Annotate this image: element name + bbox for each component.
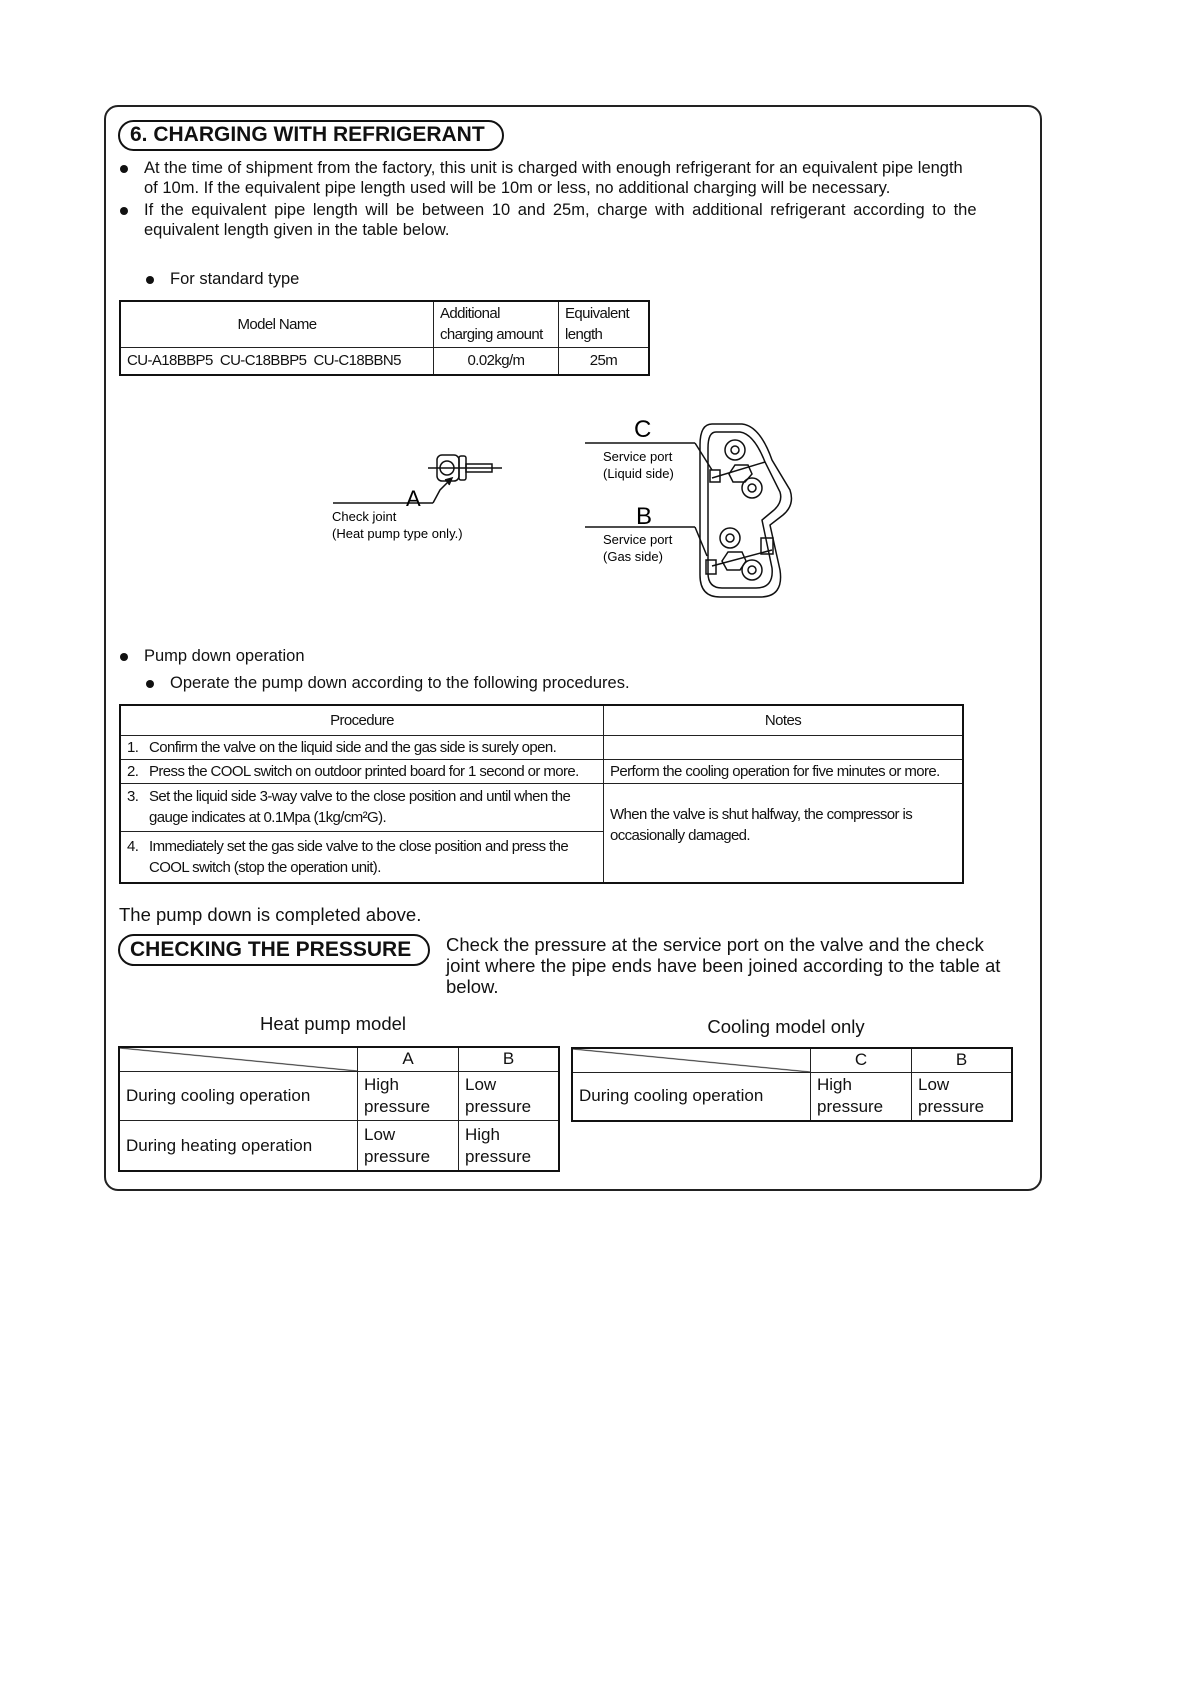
text-line: joint where the pipe ends have been joined according to the table at bbox=[446, 955, 1001, 976]
step-1 bbox=[120, 735, 604, 759]
cell-line: pressure bbox=[465, 1096, 532, 1116]
bullet-icon bbox=[120, 653, 128, 661]
step-text: Press the COOL switch on outdoor printed board for 1 second or more. bbox=[149, 762, 579, 780]
cell-line: pressure bbox=[364, 1146, 431, 1166]
checking-pressure-text bbox=[446, 934, 1000, 997]
bullet-icon bbox=[146, 680, 154, 688]
header-line: Equivalent bbox=[565, 305, 630, 323]
header-procedure: Procedure bbox=[120, 705, 604, 735]
text-line: At the time of shipment from the factory, this unit is charged with enough refrigerant for an equivalent pipe length bbox=[144, 159, 963, 177]
table-row bbox=[120, 759, 963, 783]
cell bbox=[459, 1071, 560, 1121]
cell bbox=[811, 1072, 912, 1121]
gas-side-label: (Gas side) bbox=[603, 549, 663, 564]
section-title: 6. CHARGING WITH REFRIGERANT bbox=[118, 120, 504, 151]
text-line: below. bbox=[446, 976, 499, 997]
cell-line: pressure bbox=[817, 1097, 884, 1117]
cell bbox=[459, 1121, 560, 1171]
table-row bbox=[119, 1121, 559, 1171]
cell-equivalent-length: 25m bbox=[559, 347, 650, 375]
cell-line: pressure bbox=[465, 1146, 532, 1166]
diagonal-header-cell bbox=[119, 1047, 358, 1071]
table-row bbox=[119, 1071, 559, 1121]
header-model-name: Model Name bbox=[120, 301, 434, 347]
step-text: gauge indicates at 0.1Mpa (1kg/cm²G). bbox=[149, 809, 387, 826]
step-number: 1. bbox=[127, 738, 139, 756]
row-label: During heating operation bbox=[119, 1121, 358, 1171]
cell-line: pressure bbox=[918, 1097, 985, 1117]
step-2 bbox=[120, 759, 604, 783]
step-number: 3. bbox=[127, 788, 139, 805]
text-line: of 10m. If the equivalent pipe length used will be 10m or less, no additional charging will be necessary. bbox=[144, 179, 891, 197]
text-line: equivalent length given in the table below. bbox=[144, 221, 450, 239]
step-3 bbox=[120, 783, 604, 831]
pump-down-title: Pump down operation bbox=[144, 647, 305, 665]
step-text: COOL switch (stop the operation unit). bbox=[149, 858, 381, 876]
cell bbox=[358, 1121, 459, 1171]
check-joint-label: Check joint bbox=[332, 509, 397, 524]
service-port-liquid-label: Service port bbox=[603, 449, 673, 464]
text-line: If the equivalent pipe length will be between 10 and 25m, charge with additional refrigerant according to the bbox=[144, 201, 977, 219]
header-notes: Notes bbox=[604, 705, 964, 735]
label-b: B bbox=[636, 503, 653, 530]
standard-type-label: For standard type bbox=[170, 270, 300, 288]
header-line: charging amount bbox=[440, 326, 543, 344]
row-label: During cooling operation bbox=[119, 1071, 358, 1121]
label-c: C bbox=[634, 416, 652, 443]
note-cooling: Perform the cooling operation for five minutes or more. bbox=[604, 759, 964, 783]
cell-line: High bbox=[465, 1124, 500, 1144]
cooling-only-table bbox=[571, 1047, 1013, 1122]
heat-pump-title: Heat pump model bbox=[259, 1013, 407, 1034]
cell-line: Low bbox=[364, 1124, 396, 1144]
text-line: Check the pressure at the service port on the valve and the check bbox=[446, 934, 984, 955]
pump-down-table bbox=[119, 704, 964, 884]
cell-charging-amount: 0.02kg/m bbox=[434, 347, 559, 375]
step-text: Set the liquid side 3-way valve to the close position and until when the bbox=[149, 788, 571, 805]
col-a: A bbox=[358, 1047, 459, 1071]
cell bbox=[912, 1072, 1013, 1121]
step-number: 2. bbox=[127, 762, 139, 780]
service-port-gas-label: Service port bbox=[603, 532, 673, 547]
check-joint-note: (Heat pump type only.) bbox=[332, 526, 463, 541]
step-4 bbox=[120, 831, 604, 883]
cell-line: High bbox=[364, 1074, 399, 1094]
pump-down-subtitle: Operate the pump down according to the following procedures. bbox=[170, 674, 630, 692]
cell-line: Low bbox=[465, 1074, 497, 1094]
cell-line: High bbox=[817, 1075, 852, 1095]
valve-diagram bbox=[0, 0, 1190, 700]
liquid-side-label: (Liquid side) bbox=[603, 466, 674, 481]
cell-line: pressure bbox=[364, 1096, 431, 1116]
step-text: Immediately set the gas side valve to the close position and press the bbox=[149, 837, 569, 855]
col-b: B bbox=[459, 1047, 560, 1071]
note-valve-warning bbox=[604, 783, 964, 883]
checking-pressure-title: CHECKING THE PRESSURE bbox=[118, 934, 430, 966]
table-row bbox=[120, 735, 963, 759]
pump-down-completed: The pump down is completed above. bbox=[119, 904, 422, 925]
cell-model-names: CU-A18BBP5 CU-C18BBP5 CU-C18BBN5 bbox=[120, 347, 434, 375]
heat-pump-table bbox=[118, 1046, 560, 1172]
cell-line: Low bbox=[918, 1075, 950, 1095]
header-line: Additional bbox=[440, 305, 500, 323]
diagonal-header-cell bbox=[572, 1048, 811, 1072]
step-text: Confirm the valve on the liquid side and the gas side is surely open. bbox=[149, 738, 557, 756]
note-line: When the valve is shut halfway, the compressor is bbox=[610, 805, 913, 823]
note-empty bbox=[604, 735, 964, 759]
label-a: A bbox=[406, 486, 421, 511]
col-b: B bbox=[912, 1048, 1013, 1072]
cell bbox=[358, 1071, 459, 1121]
row-label: During cooling operation bbox=[572, 1072, 811, 1121]
step-number: 4. bbox=[127, 837, 139, 855]
table-row bbox=[572, 1072, 1012, 1121]
header-line: length bbox=[565, 326, 603, 344]
col-c: C bbox=[811, 1048, 912, 1072]
note-line: occasionally damaged. bbox=[610, 826, 750, 844]
cooling-only-title: Cooling model only bbox=[707, 1016, 865, 1037]
table-row bbox=[120, 783, 963, 831]
